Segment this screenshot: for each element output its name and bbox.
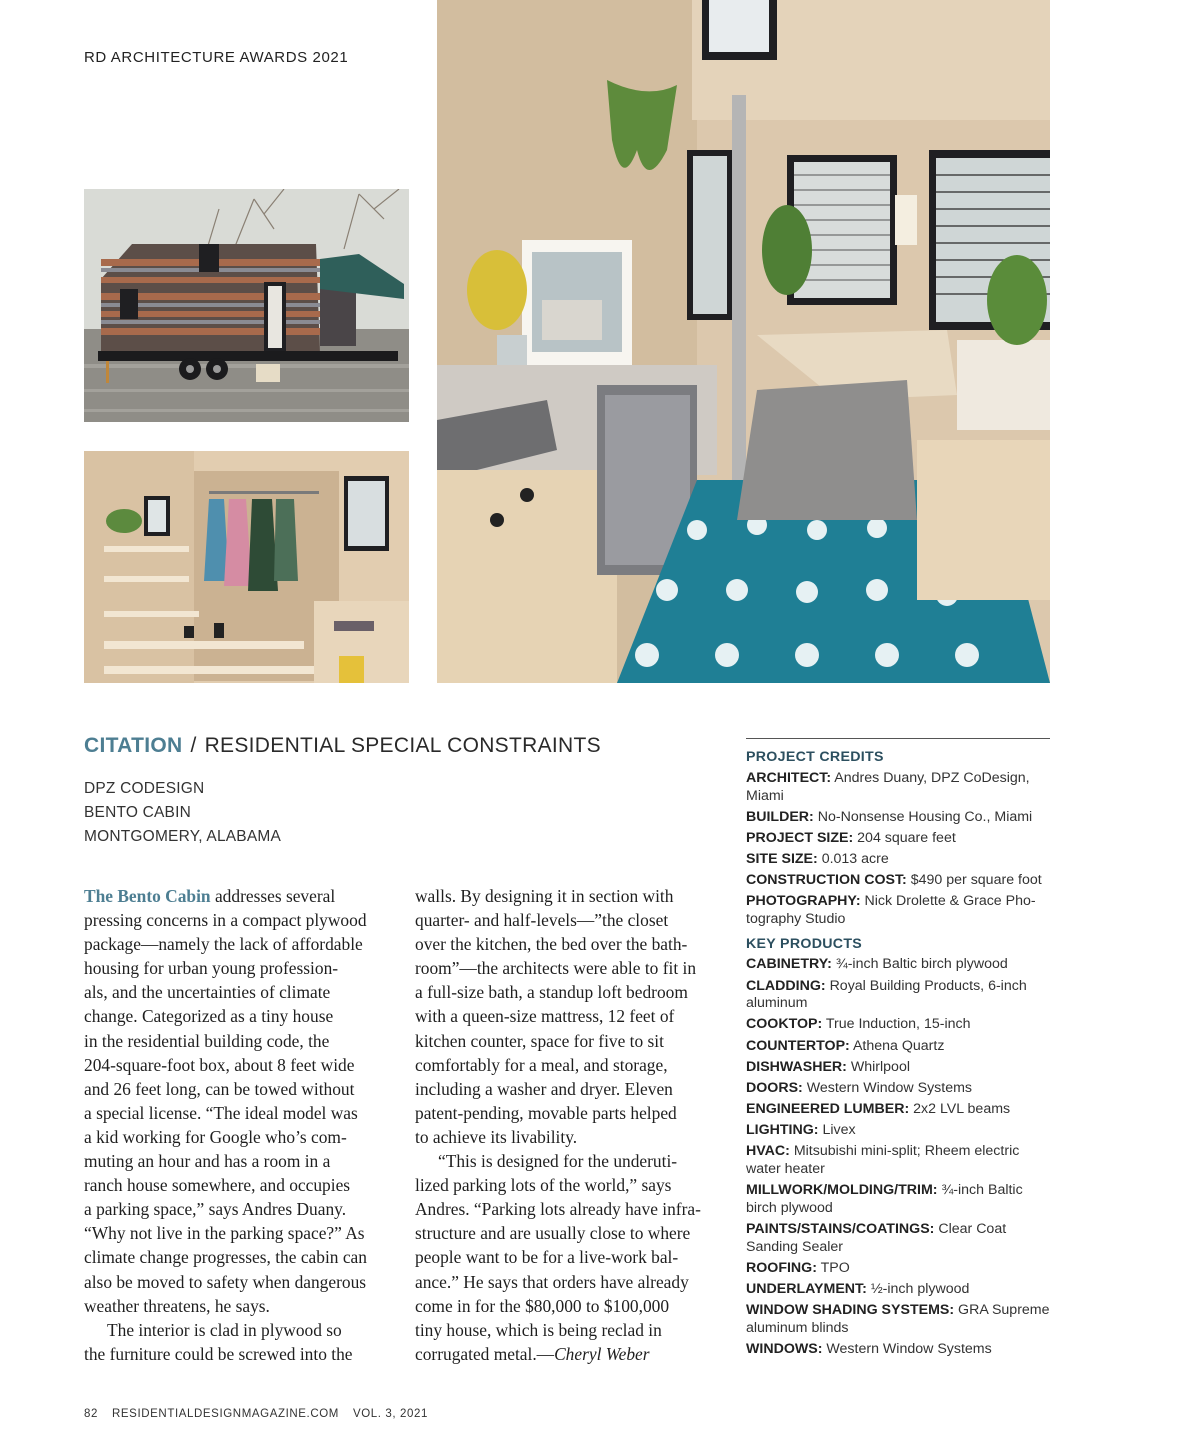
article-line: in the residential building code, the: [84, 1030, 330, 1051]
magazine-site: RESIDENTIALDESIGNMAGAZINE.COM: [112, 1408, 339, 1420]
project-location: MONTGOMERY, ALABAMA: [84, 828, 282, 845]
product-value: ¾-inch Baltic birch plywood: [746, 1181, 1023, 1216]
key-products-heading: KEY PRODUCTS: [746, 935, 863, 952]
credit-row: [746, 830, 1050, 848]
product-label: ENGINEERED LUMBER:: [746, 1100, 910, 1117]
product-row: [746, 1080, 1050, 1098]
product-value: GRA Supreme aluminum blinds: [746, 1301, 1050, 1336]
article-line: Andres. “Parking lots already have infra-: [415, 1199, 701, 1220]
article-line: a special license. “The ideal model was: [84, 1102, 358, 1123]
article-line: ranch house somewhere, and occupies: [84, 1175, 351, 1196]
credit-value: 0.013 acre: [821, 850, 889, 867]
product-row: [746, 1281, 1050, 1299]
article-line: people want to be for a live-work bal-: [415, 1247, 679, 1268]
article-line: change. Categorized as a tiny house: [84, 1006, 334, 1027]
article-line: including a washer and dryer. Eleven: [415, 1078, 673, 1099]
article-lead-in: The Bento Cabin: [84, 886, 211, 906]
product-value: Athena Quartz: [852, 1037, 945, 1054]
product-row: [746, 1302, 1050, 1338]
article-column-2: [415, 884, 720, 1366]
product-value: ¾-inch Baltic birch plywood: [835, 956, 1008, 973]
product-row: [746, 1143, 1050, 1179]
credit-value: $490 per square foot: [910, 871, 1042, 888]
credit-label: PROJECT SIZE:: [746, 829, 854, 846]
credit-row: [746, 872, 1050, 890]
credit-value: No-Nonsense Housing Co., Miami: [817, 808, 1033, 825]
article-line: The interior is clad in plywood so: [107, 1319, 342, 1340]
article-line: a parking space,” says Andres Duany.: [84, 1199, 347, 1220]
credit-row: [746, 809, 1050, 827]
credit-value: 204 square feet: [857, 829, 956, 846]
article-line: “Why not live in the parking space?” As: [84, 1223, 365, 1244]
credits-sidebar: [746, 738, 1050, 1362]
product-value: Mitsubishi mini-split; Rheem electric water heater: [746, 1143, 1020, 1177]
product-value: ½-inch plywood: [870, 1280, 970, 1297]
award-category: CITATION: [84, 734, 183, 757]
product-value: Whirlpool: [850, 1058, 910, 1075]
product-value: Western Window Systems: [806, 1079, 973, 1096]
credit-row: [746, 893, 1050, 929]
article-line: als, and the uncertainties of climate: [84, 982, 331, 1003]
product-row: [746, 1059, 1050, 1077]
article-line: walls. By designing it in section with: [415, 886, 674, 906]
product-value: TPO: [820, 1259, 850, 1276]
article-line: muting an hour and has a room in a: [84, 1151, 331, 1172]
award-headline: [84, 734, 601, 758]
credit-value: Andres Duany, DPZ CoDesign, Miami: [746, 769, 1030, 804]
section-kicker: RD ARCHITECTURE AWARDS 2021: [84, 49, 349, 66]
headline-separator: /: [190, 734, 197, 757]
article-line: corrugated metal.—: [415, 1343, 555, 1364]
credit-label: BUILDER:: [746, 808, 814, 825]
award-subcategory: RESIDENTIAL SPECIAL CONSTRAINTS: [204, 734, 601, 757]
kitchen-interior-photo: [437, 0, 1050, 683]
product-label: DISHWASHER:: [746, 1058, 847, 1075]
article-line: weather threatens, he says.: [84, 1295, 270, 1316]
product-label: MILLWORK/MOLDING/TRIM:: [746, 1181, 938, 1198]
page-footer: [84, 1408, 442, 1420]
article-line: 204-square-foot box, about 8 feet wide: [84, 1054, 355, 1075]
product-row: [746, 978, 1050, 1014]
product-value: Clear Coat Sanding Sealer: [746, 1220, 1007, 1255]
product-label: HVAC:: [746, 1143, 790, 1159]
product-row: [746, 1260, 1050, 1278]
article-line: the furniture could be screwed into the: [84, 1343, 353, 1364]
product-label: PAINTS/STAINS/COATINGS:: [746, 1220, 935, 1237]
product-row: [746, 1016, 1050, 1034]
article-line: ance.” He says that orders have already: [415, 1271, 689, 1292]
article-line: kitchen counter, space for five to sit: [415, 1030, 664, 1051]
product-label: WINDOW SHADING SYSTEMS:: [746, 1301, 955, 1318]
product-value: True Induction, 15-inch: [825, 1016, 971, 1033]
article-line: housing for urban young profession-: [84, 958, 339, 979]
credit-label: ARCHITECT:: [746, 769, 832, 786]
product-label: CLADDING:: [746, 977, 826, 994]
product-row: [746, 1122, 1050, 1140]
article-line: to achieve its livability.: [415, 1126, 578, 1147]
page-number: 82: [84, 1408, 98, 1420]
article-line: a kid working for Google who’s com-: [84, 1126, 347, 1147]
product-label: WINDOWS:: [746, 1340, 823, 1357]
product-label: CABINETRY:: [746, 956, 832, 973]
article-line: come in for the $80,000 to $100,000: [415, 1295, 670, 1316]
credit-row: [746, 851, 1050, 869]
credit-label: SITE SIZE:: [746, 850, 818, 867]
article-line: over the kitchen, the bed over the bath-: [415, 934, 688, 955]
project-firm: DPZ CODESIGN: [84, 780, 205, 797]
article-line: addresses several: [214, 886, 336, 906]
product-row: [746, 1101, 1050, 1119]
article-line: lized parking lots of the world,” says: [415, 1175, 672, 1196]
product-label: UNDERLAYMENT:: [746, 1280, 867, 1297]
product-row: [746, 1182, 1050, 1218]
article-line: patent-pending, movable parts helped: [415, 1102, 677, 1123]
tiny-house-exterior-photo: [84, 189, 409, 422]
project-meta: [84, 777, 281, 849]
product-value: Western Window Systems: [826, 1340, 992, 1357]
credit-row: [746, 770, 1050, 806]
project-name: BENTO CABIN: [84, 804, 191, 821]
credit-label: PHOTOGRAPHY:: [746, 893, 861, 910]
article-line: and 26 feet long, can be towed without: [84, 1078, 355, 1099]
article-line: quarter- and half-levels—”the closet: [415, 910, 669, 931]
closet-interior-photo: [84, 451, 409, 683]
article-column-1: [84, 884, 389, 1366]
article-line: structure and are usually close to where: [415, 1223, 691, 1244]
article-line: pressing concerns in a compact plywood: [84, 910, 367, 931]
issue-label: VOL. 3, 2021: [352, 1408, 428, 1420]
product-label: LIGHTING:: [746, 1121, 819, 1138]
article-line: package—namely the lack of affordable: [84, 934, 363, 955]
product-value: 2x2 LVL beams: [913, 1100, 1011, 1117]
product-value: Livex: [822, 1121, 856, 1138]
product-row: [746, 1221, 1050, 1257]
article-line: with a queen-size mattress, 12 feet of: [415, 1006, 675, 1027]
product-row: [746, 956, 1050, 974]
article-line: room”—the architects were able to fit in: [415, 958, 697, 979]
article-line: climate change progresses, the cabin can: [84, 1247, 367, 1268]
article-line: comfortably for a meal, and storage,: [415, 1054, 668, 1075]
product-row: [746, 1341, 1050, 1359]
product-value: Royal Building Products, 6-inch aluminum: [746, 977, 1027, 1012]
product-row: [746, 1038, 1050, 1056]
article-line: also be moved to safety when dangerous: [84, 1271, 367, 1292]
credit-value: Nick Drolette & Grace Pho-tography Studio: [746, 893, 1036, 927]
product-label: ROOFING:: [746, 1259, 817, 1276]
credit-label: CONSTRUCTION COST:: [746, 871, 907, 888]
article-line: “This is designed for the underuti-: [438, 1151, 678, 1172]
article-byline: Cheryl Weber: [554, 1343, 650, 1364]
article-line: a full-size bath, a standup loft bedroom: [415, 982, 688, 1003]
product-label: COOKTOP:: [746, 1016, 823, 1033]
article-line: tiny house, which is being reclad in: [415, 1319, 662, 1340]
product-label: DOORS:: [746, 1079, 803, 1096]
product-label: COUNTERTOP:: [746, 1037, 850, 1054]
project-credits-heading: PROJECT CREDITS: [746, 749, 884, 765]
